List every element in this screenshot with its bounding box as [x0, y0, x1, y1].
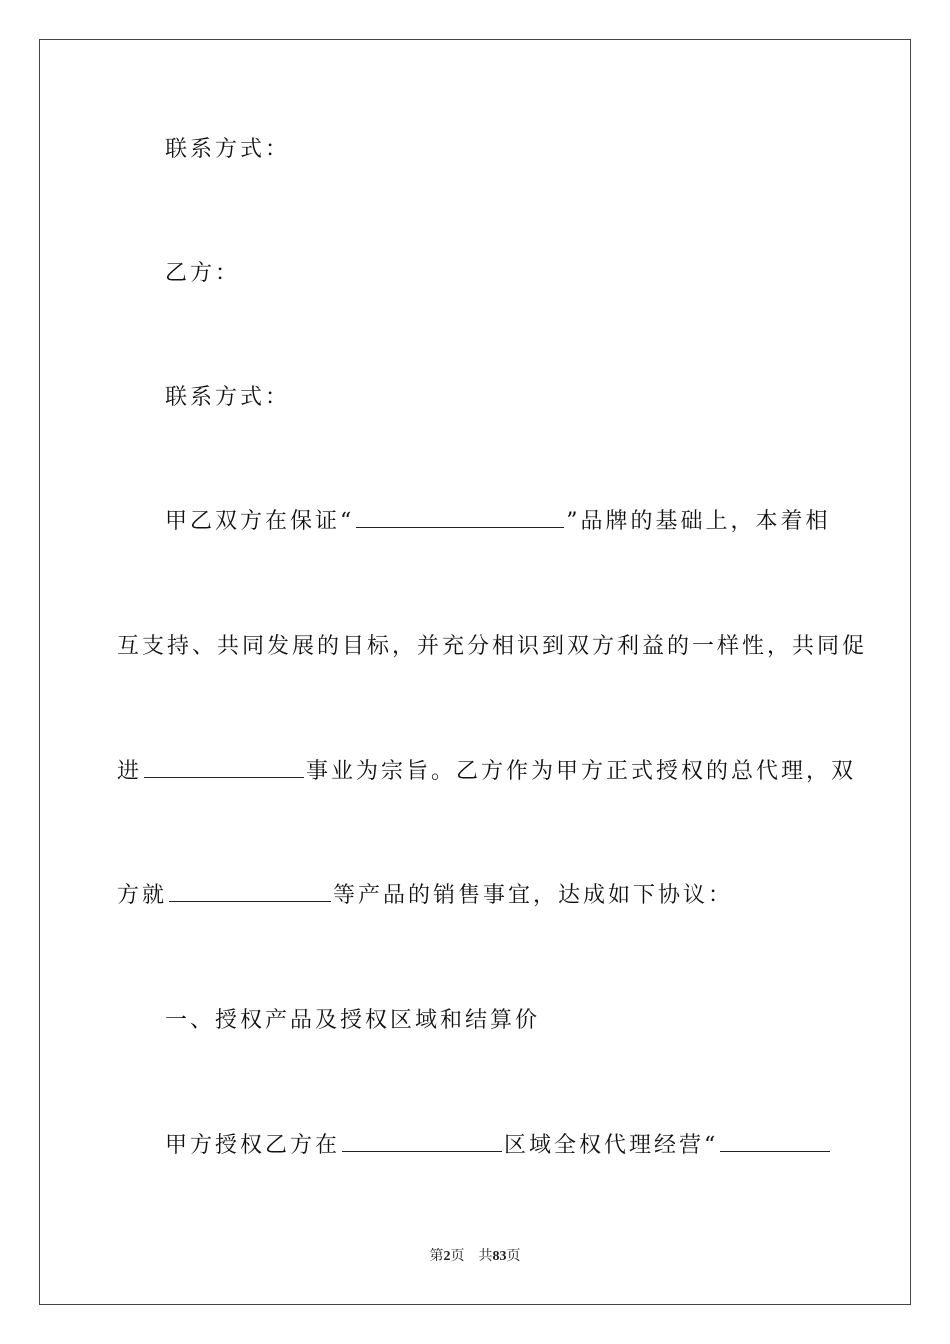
footer-page-suffix: 页 — [450, 1249, 465, 1264]
paragraph-line: 互支持、共同发展的目标，并充分相识到双方利益的一样性，共同促 — [117, 634, 868, 659]
footer-total-suffix: 页 — [506, 1249, 521, 1264]
brand-blank — [356, 507, 564, 528]
product-blank — [169, 881, 331, 902]
business-blank — [144, 757, 304, 778]
text-segment: 方就 — [117, 883, 168, 908]
text-segment: 区域全权代理经营“ — [504, 1133, 719, 1158]
page-footer — [0, 1247, 950, 1267]
footer-page-number: 2 — [443, 1249, 451, 1264]
footer-total-pages: 83 — [492, 1249, 507, 1264]
page-border — [39, 39, 911, 1305]
paragraph-line — [165, 507, 885, 537]
contact-line-party-b: 联系方式： — [165, 385, 291, 410]
text-segment: 进 — [117, 759, 143, 784]
text-segment: 甲乙双方在保证“ — [165, 509, 355, 534]
section-heading: 一、授权产品及授权区域和结算价 — [165, 1008, 541, 1033]
text-segment: 事业为宗旨。乙方作为甲方正式授权的总代理，双 — [306, 759, 857, 784]
contact-line-party-a: 联系方式： — [165, 137, 291, 162]
trailing-blank — [720, 1131, 830, 1152]
paragraph-line — [165, 1131, 885, 1161]
footer-page-prefix: 第 — [429, 1249, 444, 1264]
text-segment: 等产品的销售事宜，达成如下协议： — [333, 883, 734, 908]
party-b-line: 乙方： — [165, 261, 241, 286]
text-segment: 甲方授权乙方在 — [165, 1133, 341, 1158]
paragraph-line — [117, 757, 857, 787]
text-segment: ”品牌的基础上，本着相 — [566, 509, 831, 534]
footer-total-prefix: 共 — [478, 1249, 493, 1264]
region-blank — [342, 1131, 502, 1152]
paragraph-line — [117, 881, 837, 911]
